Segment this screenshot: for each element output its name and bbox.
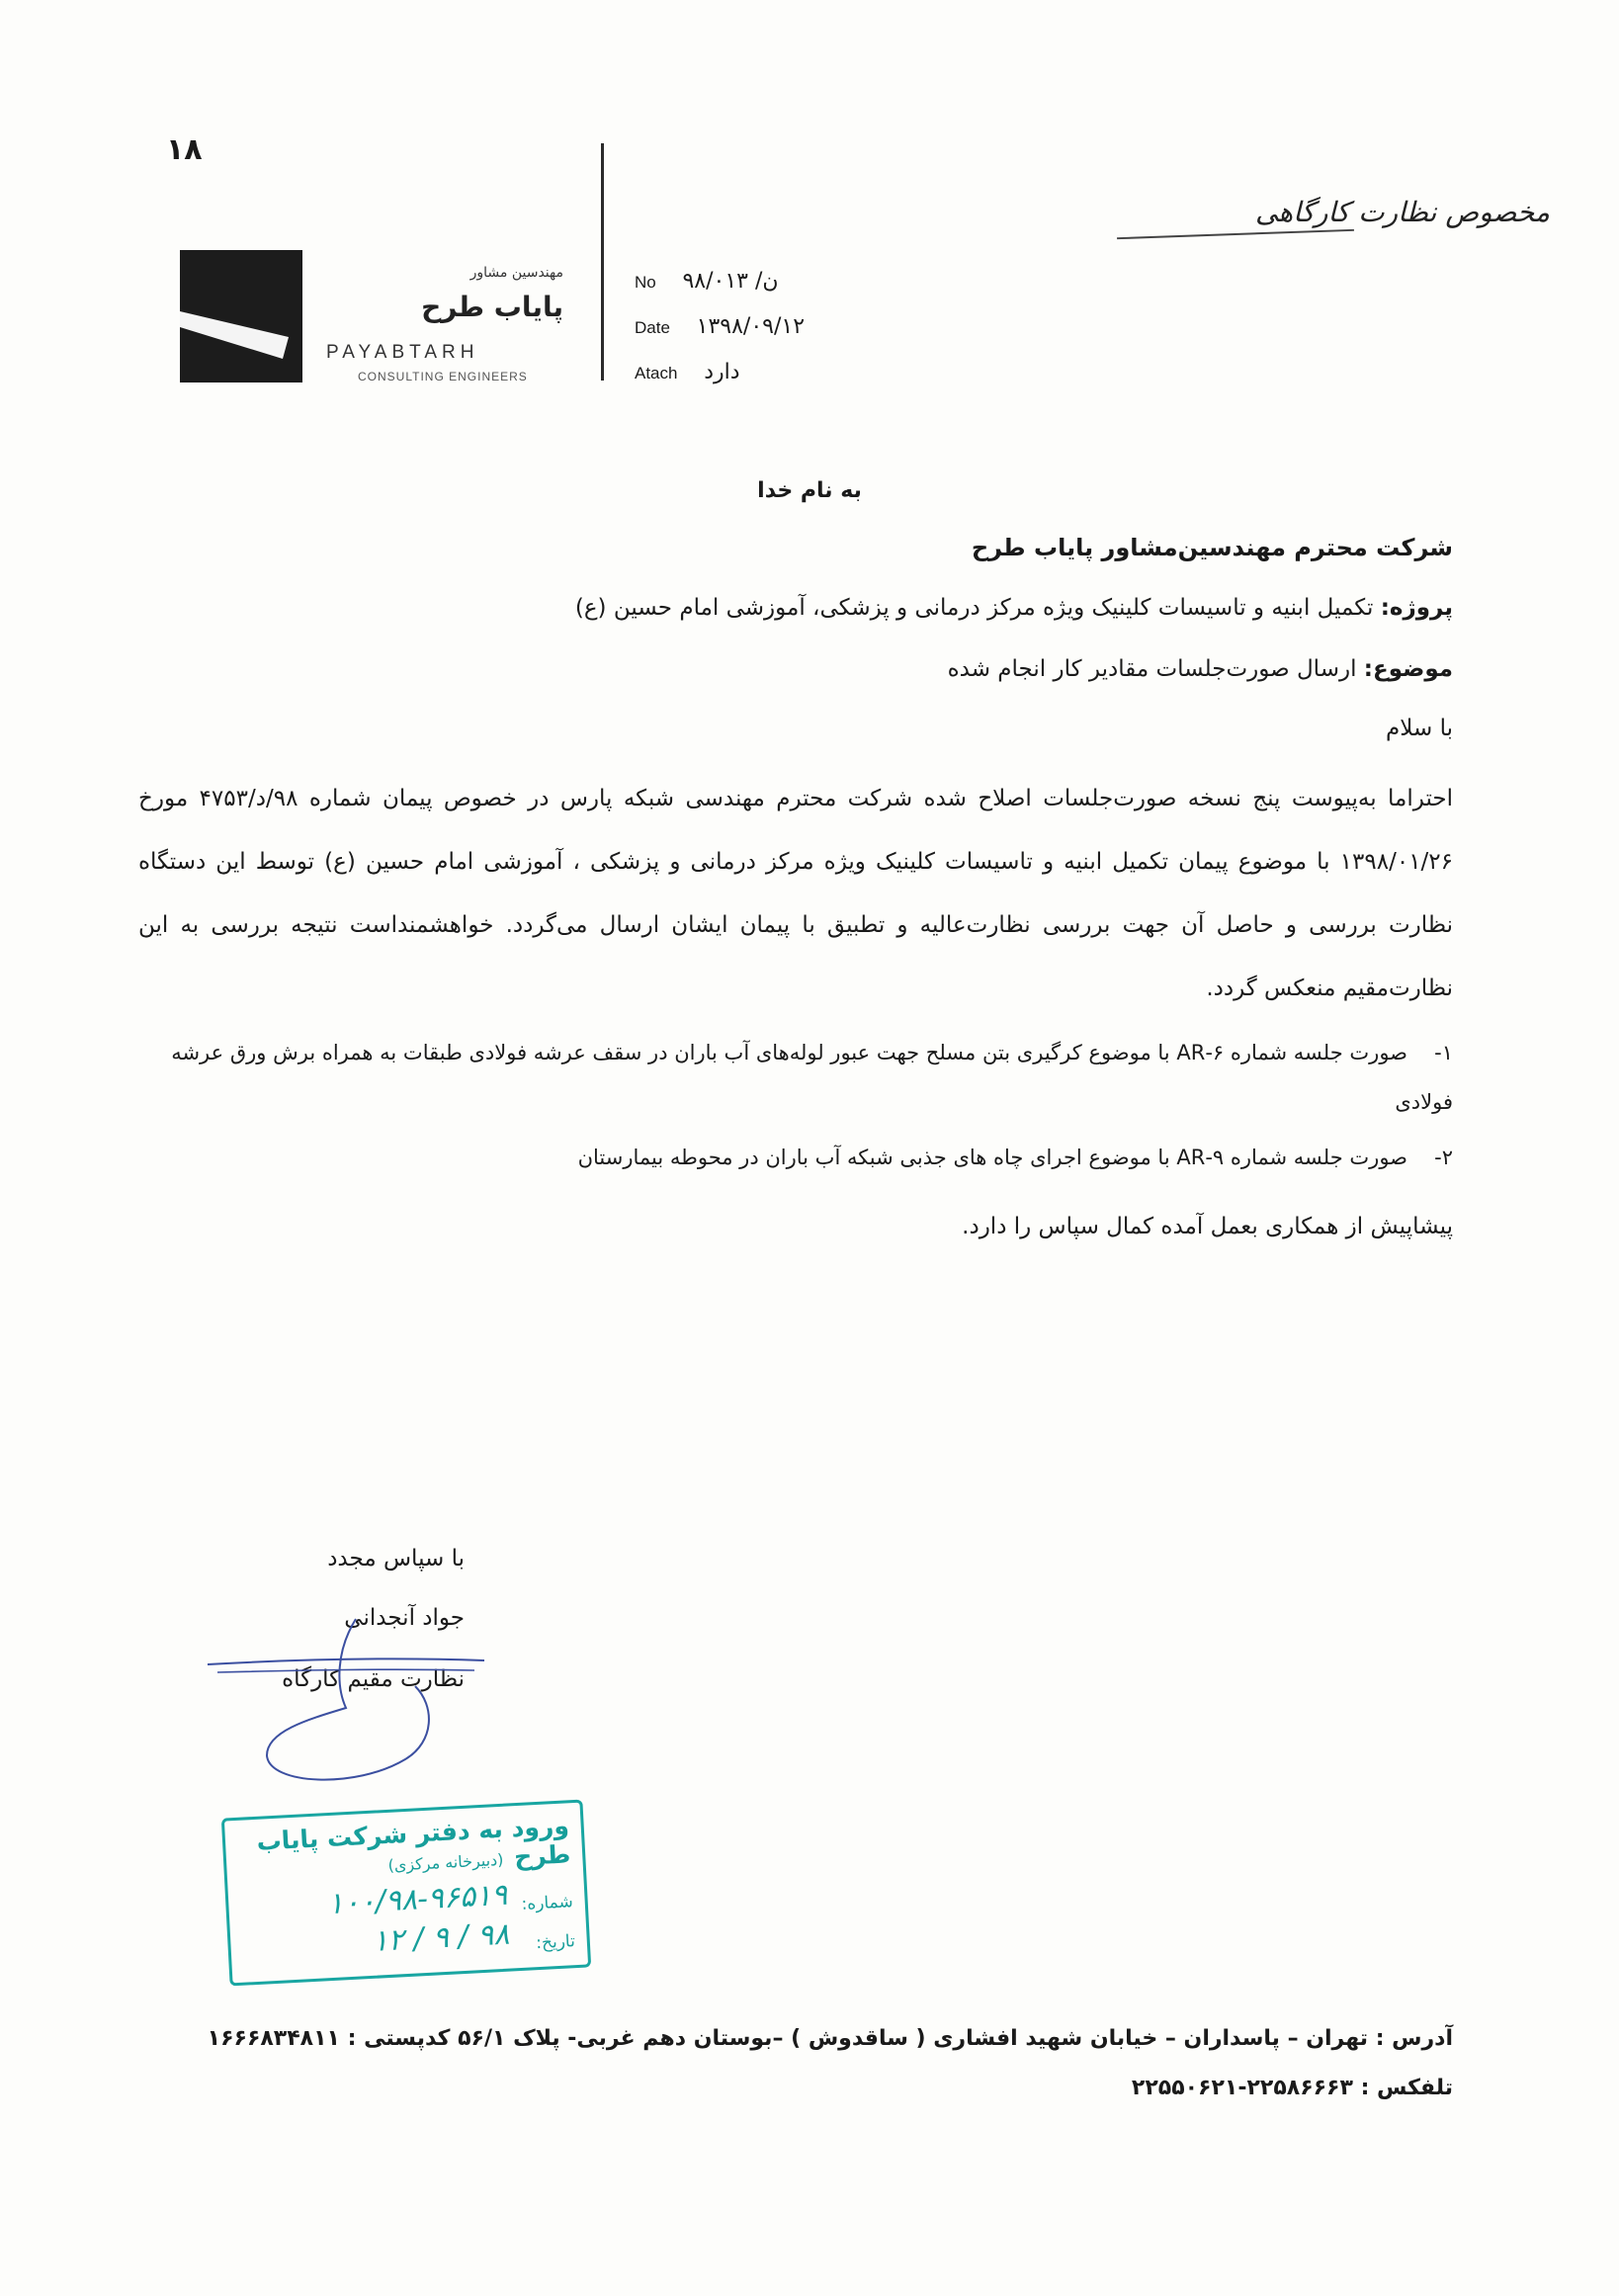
signature-thanks: با سپاس مجدد [327,1546,465,1572]
meta-number-value: ۹۸/ن/ ۰۱۳ [682,269,779,294]
stamp-number-value: ۱۰۰/۹۸-۹۶۵۱۹ [326,1877,509,1922]
corner-mark: ۱۸ [166,132,203,167]
closing-line: پیشاپیش از همکاری بعمل آمده کمال سپاس را دارد. [962,1214,1453,1239]
logo-fa-name: پایاب طرح [421,291,563,323]
list-item-text: صورت جلسه شماره ۶-AR با موضوع کرگیری بتن مسلح جهت عبور لوله‌های آب باران در سقف عرشه فولادی طبقات به همراه برش ورق عرشه فولادی [171,1041,1453,1114]
footer-address: آدرس : تهران – پاسداران – خیابان شهید افشاری ( ساقدوش ) –بوستان دهم غربی- پلاک ۵۶/۱ کدپستی : ۱۶۶۶۸۳۴۸۱۱ [207,2026,1453,2051]
body-paragraph: احتراما به‌پیوست پنج نسخه صورت‌جلسات اصلاح شده شرکت محترم مهندسی شبکه پارس در خصوص پیمان شماره ۹۸/د/۴۷۵۳ مورخ ۱۳۹۸/۰۱/۲۶ با موضوع پیمان تکمیل ابنیه و تاسیسات کلینیک ویژه مرکز درمانی و پزشکی ، آموزشی امام حسین (ع) توسط این دستگاه نظارت بررسی و حاصل آن جهت بررسی نظارت‌عالیه و تطبیق با پیمان ایشان ارسال می‌گردد. خواهشمنداست نتیجه بررسی به این نظارت‌مقیم منعکس گردد. [138,786,1453,1001]
subject-text: ارسال صورت‌جلسات مقادیر کار انجام شده [947,656,1357,682]
stamp-title: ورود به دفتر شرکت پایاب طرح [255,1811,571,1872]
handwritten-signature-icon [188,1591,504,1789]
handwritten-note: مخصوص نظارت کارگاهی [1255,196,1550,228]
signature-title: نظارت مقیم کارگاه [282,1666,465,1692]
logo-en-sub: CONSULTING ENGINEERS [358,370,528,383]
stamp-date-value: ۹۸ / ۹ / ۱۲ [371,1916,511,1959]
meta-date-value: ۱۳۹۸/۰۹/۱۲ [696,314,806,339]
list-item-number: ۱- [1434,1041,1453,1064]
project-label: پروژه: [1380,595,1453,621]
meta-number [635,269,779,294]
handnote-underline [1117,229,1354,239]
addressee: شرکت محترم مهندسین‌مشاور پایاب طرح [971,534,1453,561]
list-item-text: صورت جلسه شماره ۹-AR با موضوع اجرای چاه های جذبی شبکه آب باران در محوطه بیمارستان [577,1146,1407,1169]
meta-attach-value: دارد [704,360,740,384]
subject-line [948,656,1453,682]
list-item [138,1133,1453,1182]
greeting: با سلام [1386,716,1453,741]
logo-fa-small: مهندسین مشاور [469,265,563,281]
footer-fax: تلفکس : ۲۲۵۸۶۶۶۳-۲۲۵۵۰۶۲۱ [1131,2076,1453,2100]
header-divider [601,143,604,381]
office-entry-stamp [221,1800,591,1987]
stamp-subtitle: (دبیرخانه مرکزی) [387,1849,504,1875]
meta-attach [635,360,740,384]
list-item [138,1028,1453,1127]
company-logo-icon [180,250,302,383]
meta-date [635,314,805,339]
project-line [575,595,1453,621]
stamp-number-label: شماره: [521,1892,574,1914]
meta-number-label: No [635,273,656,292]
signature-name: جواد آنجدانی [344,1605,465,1631]
logo-en-name: PAYABTARH [326,342,479,363]
project-text: تکمیل ابنیه و تاسیسات کلینیک ویژه مرکز درمانی و پزشکی، آموزشی امام حسین (ع) [574,595,1374,621]
basmala: به نام خدا [757,478,862,503]
list-item-number: ۲- [1434,1146,1453,1169]
meta-date-label: Date [635,318,670,337]
subject-label: موضوع: [1363,656,1453,682]
stamp-date-label: تاریخ: [535,1931,576,1954]
meta-attach-label: Atach [635,364,678,383]
